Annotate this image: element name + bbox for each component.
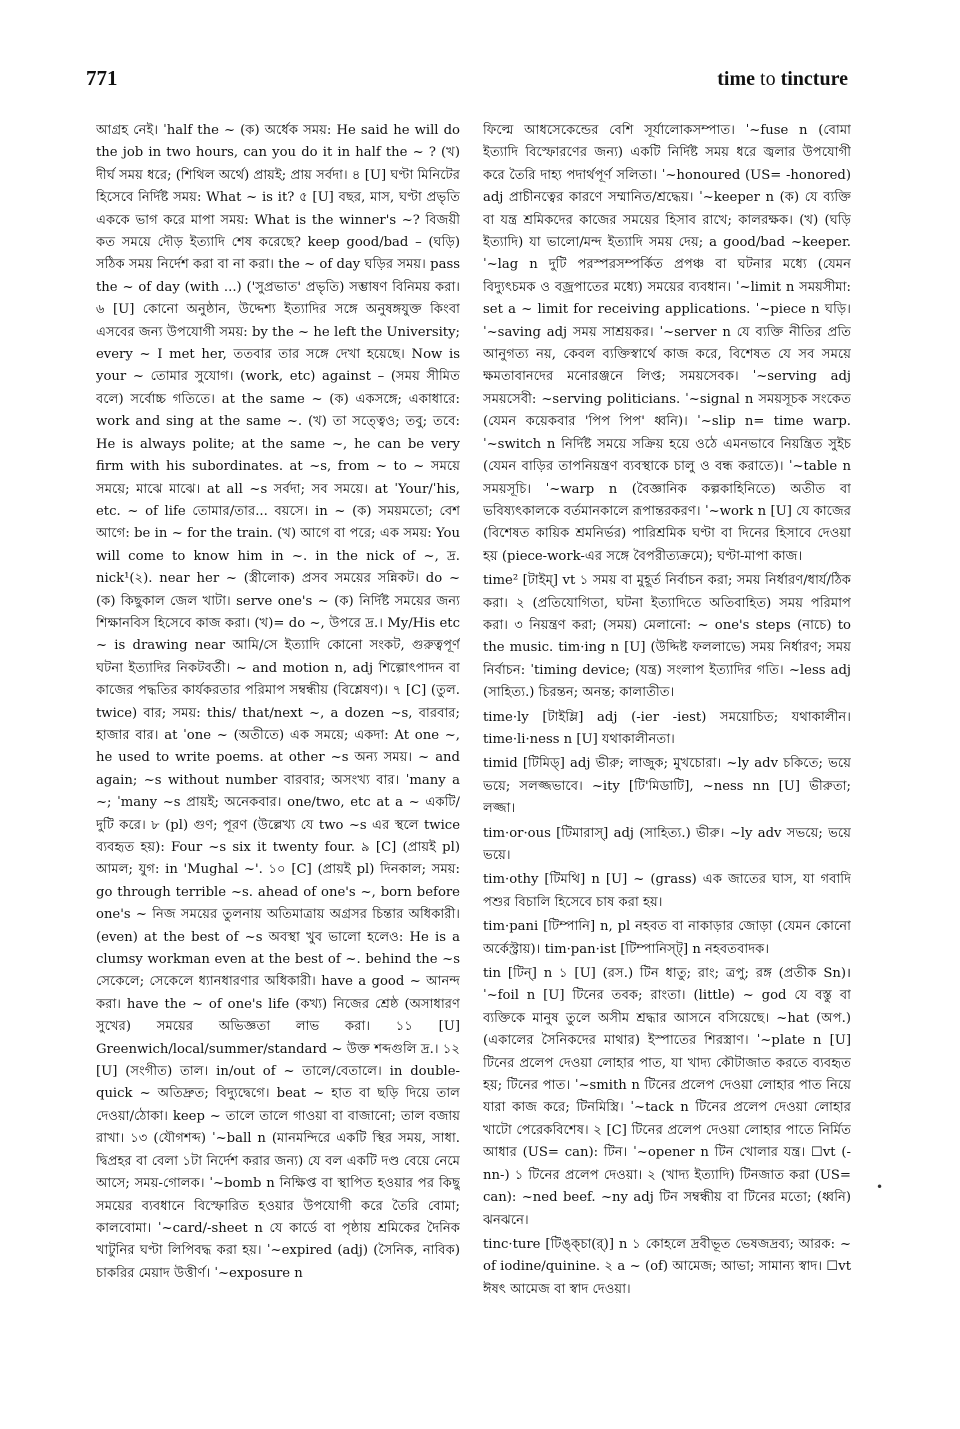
guide-word-last: tincture xyxy=(780,68,848,90)
entry-timely: time·ly [টাইম্লি] adj (-ier -iest) সময়োচিত; যথাকালীন। time·li·ness n [U] যথাকালীনতা। xyxy=(483,709,851,747)
entry-timpani: tim·pani [টিম্পানি] n, pl নহবত বা নাকাড়ার জোড়া (যেমন কোনো অর্কেস্ট্রায়)। tim·pan·ist [টিম্পানিস্ট্] n নহবতবাদক। xyxy=(483,919,851,957)
page-number: 771 xyxy=(86,66,118,90)
guide-word-connector: to xyxy=(760,68,776,90)
entry-time-verb: time² [টাইম্] vt ১ সময় বা মুহূর্ত নির্বাচন করা; সময় নির্ধারণ/ধার্য/ঠিক করা। ২ (প্রতিযোগিতা, ঘটনা ইত্যাদিতে অতিবাহিত) সময় পরিমাপ করা। ৩ নিয়ন্ত্রণ করা; (সময়) মেলানো: ~ one's steps (নাচে) to the music. tim·ing n [U] (উদ্দিষ্ট ফললাভে) সময় নির্ধারণ; সময় নির্বাচন: ˈtiming device; (যন্ত্র) সংলাপ ইত্যাদির গতি। ~less adj (সাহিত্য.) চিরন্তন; অনন্ত; কালাতীত। xyxy=(483,573,851,701)
entry-time-continued: ফিল্মে আধসেকেন্ডের বেশি সূর্যালোকসম্পাত। ˈ~fuse n (বোমা ইত্যাদি বিস্ফোরণের জন্য) একটি নির্দিষ্ট সময় ধরে জ্বলার উপযোগী করে তৈরি দাহ্য পদার্থপূর্ণ সলিতা। ˈ~honoured (US= -honored) adj প্রাচীনত্বের কারণে সম্মানিত/শ্রদ্ধেয়। ˈ~keeper n (ক) যে ব্যক্তি বা যন্ত্র শ্রমিকদের কাজের সময়ের হিসাব রাখে; কালরক্ষক। (খ) (ঘড়ি ইত্যাদি) যা ভালো/মন্দ ইত্যাদি সময় দেয়; a good/bad ~keeper. ˈ~lag n দুটি পরস্পরসম্পর্কিত প্রপঞ্চ বা ঘটনার মধ্যে (যেমন বিদ্যুৎচমক ও বজ্রপাতের মধ্যে) সময়ের ব্যবধান। ˈ~limit n সময়সীমা: set a ~ limit for receiving applications. ˈ~piece n ঘড়ি। ˈ~saving adj সময় সাশ্রয়কর। ˈ~server n যে ব্যক্তি নীতির প্রতি আনুগত্য নয়, কেবল ব্যক্তিস্বার্থে কাজ করে, বিশেষত যে সব সময়ে ক্ষমতাবানদের মনোরঞ্জনে লিপ্ত; সময়সেবক। ˈ~serving adj সময়সেবী: ~serving politicians. ˈ~signal n সময়সূচক সংকেত (যেমন কয়েকবার 'পিপ পিপ' ধ্বনি)। ˈ~slip n= time warp. ˈ~switch n নির্দিষ্ট সময়ে সক্রিয় হয়ে ওঠে এমনভাবে নিয়ন্ত্রিত সুইচ (যেমন বাড়ির তাপনিয়ন্ত্রণ ব্যবস্থাকে চালু ও বন্ধ করাতে)। ˈ~table n সময়সূচি। ˈ~warp n (বৈজ্ঞানিক কল্পকাহিনিতে) অতীত বা ভবিষ্যৎকালকে বর্তমানকালে রূপান্তরকরণ। ˈ~work n [U] যে কাজের (বিশেষত কায়িক শ্রমনির্ভর) পারিশ্রমিক ঘণ্টা বা দিনের হিসাবে দেওয়া হয় (piece-work-এর সঙ্গে বৈপরীত্যক্রমে); ঘণ্টা-মাপা কাজ। xyxy=(483,123,851,564)
right-column xyxy=(483,120,851,1370)
entry-tin: tin [টিন্] n ১ [U] (রস.) টিন ধাতু; রাং; ত্রপু; রঙ্গ (প্রতীক Sn)। ˈ~foil n [U] টিনের তবক; রাংতা। (little) ~ god যে বস্তু বা ব্যক্তিকে মানুষ তুলে অসীম শ্রদ্ধার আসনে বসিয়েছে। ~hat (অপ.) (একালের সৈনিকদের মাথার) ইস্পাতের শিরস্ত্রাণ। ˈ~plate n [U] টিনের প্রলেপ দেওয়া লোহার পাত, যা খাদ্য কৌটাজাত করতে ব্যবহৃত হয়; টিনের পাত। ˈ~smith n টিনের প্রলেপ দেওয়া লোহার পাত নিয়ে যারা কাজ করে; টিনমিস্ত্রি। ˈ~tack n টিনের প্রলেপ দেওয়া লোহার খাটো পেরেকবিশেষ। ২ [C] টিনের প্রলেপ দেওয়া লোহার পাতে নির্মিত আধার (US= can): টিন। ˈ~opener n টিন খোলার যন্ত্র। ☐vt (-nn-) ১ টিনের প্রলেপ দেওয়া। ২ (খাদ্য ইত্যাদি) টিনজাত করা (US= can): ~ned beef. ~ny adj টিন সম্বন্ধীয় বা টিনের মতো; (ধ্বনি) ঝনঝনে। xyxy=(483,966,851,1228)
stray-dot: • xyxy=(876,1180,884,1194)
guide-words xyxy=(717,68,848,91)
entry-tincture: tinc·ture [টিঙ্ক্চা(র্)] n ১ কোহলে দ্রবীভূত ভেষজদ্রব্য; আরক: ~ of iodine/quinine. ২ a ~ (of) আমেজ; আভা; সামান্য স্বাদ। ☐vt ঈষৎ আমেজ বা স্বাদ দেওয়া। xyxy=(483,1236,851,1297)
entry-timid: timid [টিমিড্] adj ভীরু; লাজুক; মুখচোরা। ~ly adv চকিতে; ভয়ে ভয়ে; সলজ্জভাবে। ~ity [টি'মিডাটি], ~ness nn [U] ভীরুতা; লজ্জা। xyxy=(483,756,851,817)
entry-timorous: tim·or·ous [টিমারাস্] adj (সাহিত্য.) ভীরু। ~ly adv সভয়ে; ভয়ে ভয়ে। xyxy=(483,825,851,863)
left-column xyxy=(96,120,460,1370)
entry-continuation-time: আগ্রহ নেই। ˈhalf the ~ (ক) অর্ধেক সময়: He said he will do the job in two hours, can you do it in half the ~ ? (খ) দীর্ঘ সময় ধরে; (শিথিল অর্থে) প্রায়ই; প্রায় সর্বদা। ৪ [U] ঘণ্টা মিনিটের হিসেবে নির্দিষ্ট সময়: What ~ is it? ৫ [U] বছর, মাস, ঘণ্টা প্রভৃতি এককে ভাগ করে মাপা সময়: What is the winner's ~? বিজয়ী কত সময়ে দৌড় ইত্যাদি শেষ করেছে? keep good/bad – (ঘড়ি) সঠিক সময় নির্দেশ করা বা না করা। the ~ of day ঘড়ির সময়। pass the ~ of day (with ...) ('সুপ্রভাত' প্রভৃতি) সম্ভাষণ বিনিময় করা। ৬ [U] কোনো অনুষ্ঠান, উদ্দেশ্য ইত্যাদির সঙ্গে অনুষঙ্গযুক্ত কিংবা এসবের জন্য উপযোগী সময়: by the ~ he left the University; every ~ I met her, ততবার তার সঙ্গে দেখা হয়েছে। Now is your ~ তোমার সুযোগ। (work, etc) against – (সময় সীমিত বলে) সর্বোচ্চ গতিতে। at the same ~ (ক) একসঙ্গে; একাধারে: work and sing at the same ~. (খ) তা সত্ত্বেও; তবু; তবে: He is always polite; at the same ~, he can be very firm with his subordinates. at ~s, from ~ to ~ সময়ে সময়ে; মাঝে মাঝে। at all ~s সর্বদা; সব সময়ে। at ˈYour/ˈhis, etc. ~ of life তোমার/তার... বয়সে। in ~ (ক) সময়মতো; বেশ আগে: be in ~ for the train. (খ) আগে বা পরে; এক সময়: You will come to know him in ~. in the nick of ~, দ্র. nick¹(২). near her ~ (স্ত্রীলোক) প্রসব সময়ের সন্নিকট। do ~ (ক) কিছুকাল জেল খাটা। serve one's ~ (ক) নির্দিষ্ট সময়ের জন্য শিক্ষানবিস হিসেবে কাজ করা। (খ)= do ~, উপরে দ্র.। My/His etc ~ is drawing near আমি/সে ইত্যাদি কোনো সংকট, গুরুত্বপূর্ণ ঘটনা ইত্যাদির নিকটবর্তী। ~ and motion n, adj শিল্পোৎপাদন বা কাজের পদ্ধতির কার্যকরতার পরিমাপ সম্বন্ধীয় (বিশ্লেষণ)। ৭ [C] (তুল. twice) বার; সময়: this/ that/next ~, a dozen ~s, বারবার; হাজার বার। at ˈone ~ (অতীতে) এক সময়ে; একদা: At one ~, he used to write poems. at other ~s অন্য সময়। ~ and again; ~s without number বারবার; অসংখ্য বার। ˈmany a ~; ˈmany ~s প্রায়ই; অনেকবার। one/two, etc at a ~ একটি/দুটি করে। ৮ (pl) গুণ; পূরণ (উল্লেখ্য যে two ~s এর স্থলে twice ব্যবহৃত হয়): Four ~s six it twenty four. ৯ [C] (প্রায়ই pl) আমল; যুগ: in 'Mughal ~'. ১০ [C] (প্রায়ই pl) দিনকাল; সময়: go through terrible ~s. ahead of one's ~, born before one's ~ নিজ সময়ের তুলনায় অতিমাত্রায় অগ্রসর চিন্তার অধিকারী। (even) at the best of ~s অবস্থা খুব ভালো হলেও: He is a clumsy workman even at the best of ~. behind the ~s সেকেলে; সেকেলে ধ্যানধারণার অধিকারী। have a good ~ আনন্দ করা। have the ~ of one's life (কখ্য) নিজের শ্রেষ্ঠ (অসাধারণ সুখের) সময়ের অভিজ্ঞতা লাভ করা। ১১ [U] Greenwich/local/summer/standard ~ উক্ত শব্দগুলি দ্র.। ১২ [U] (সংগীত) তাল। in/out of ~ তালে/বেতালে। in double-quick ~ অতিদ্রুত; বিদ্যুদ্বেগে। beat ~ হাত বা ছড়ি দিয়ে তাল দেওয়া/ঠোকা। keep ~ তালে তালে গাওয়া বা বাজানো; তাল বজায় রাখা। ১৩ (যৌগশব্দ) ˈ~ball n (মানমন্দিরে একটি স্থির সময়, সাধা. দ্বিপ্রহর বা বেলা ১টা নির্দেশ করার জন্য) যে বল একটি দণ্ড বেয়ে নেমে আসে; সময়-গোলক। ˈ~bomb n নিক্ষিপ্ত বা স্থাপিত হওয়ার পর কিছু সময়ের ব্যবধানে বিস্ফোরিত হওয়ার উপযোগী করে তৈরি বোমা; কালবোমা। ˈ~card/-sheet n যে কার্ডে বা পৃষ্ঠায় শ্রমিকের দৈনিক খাটুনির ঘণ্টা লিপিবদ্ধ করা হয়। ˈ~expired (adj) (সৈনিক, নাবিক) চাকরির মেয়াদ উত্তীর্ণ। ˈ~exposure n xyxy=(96,123,460,1281)
guide-word-first: time xyxy=(717,68,756,90)
entry-timothy: tim·othy [টিমথি] n [U] ~ (grass) এক জাতের ঘাস, যা গবাদি পশুর বিচালি হিসেবে চাষ করা হয়। xyxy=(483,872,851,910)
